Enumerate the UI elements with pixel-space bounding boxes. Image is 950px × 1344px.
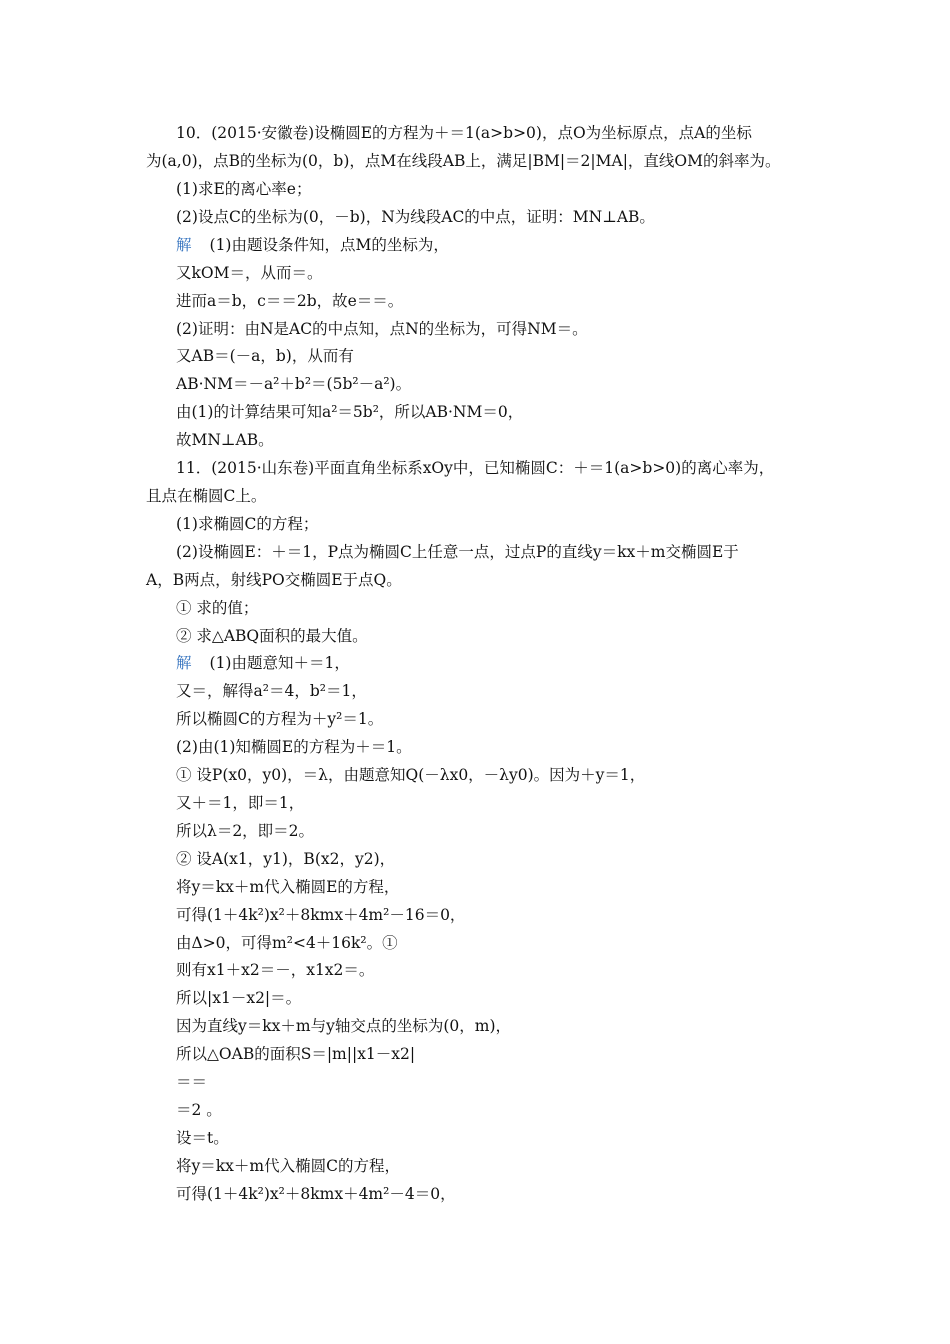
solution-label: 解 [176, 236, 192, 254]
problem-10-solution-first [176, 235, 856, 255]
solution-line: 所以△OAB的面积S＝|m||x1－x2| [176, 1045, 416, 1063]
problem-11-solution-first [176, 653, 856, 673]
solution-line: ＝2 。 [176, 1101, 222, 1119]
problem-10-line-2: 为(a,0)，点B的坐标为(0，b)，点M在线段AB上，满足|BM|＝2|MA|，直线OM的斜率为。 [146, 152, 781, 170]
solution-label: 解 [176, 654, 192, 672]
solution-line: 将y＝kx＋m代入椭圆E的方程， [176, 878, 400, 896]
solution-line: 又AB＝(－a，b)，从而有 [176, 347, 354, 365]
problem-10-line-1: 10．(2015·安徽卷)设椭圆E的方程为＋＝1(a>b>0)，点O为坐标原点，点A的坐标 [176, 124, 752, 142]
solution-line: 将y＝kx＋m代入椭圆C的方程， [176, 1157, 400, 1175]
problem-10-part-2: (2)设点C的坐标为(0，－b)，N为线段AC的中点，证明：MN⊥AB。 [176, 208, 655, 226]
solution-line: 又＝，解得a²＝4，b²＝1， [176, 682, 367, 700]
solution-line: (2)证明：由N是AC的中点知，点N的坐标为，可得NM＝。 [176, 320, 588, 338]
solution-line: (2)由(1)知椭圆E的方程为＋＝1。 [176, 738, 412, 756]
solution-line: 又＋＝1，即＝1， [176, 794, 305, 812]
solution-line: 故MN⊥AB。 [176, 431, 274, 449]
problem-11-part-2: (2)设椭圆E：＋＝1，P点为椭圆C上任意一点，过点P的直线y＝kx＋m交椭圆E于 [176, 543, 739, 561]
solution-line: 所以|x1－x2|＝。 [176, 989, 302, 1007]
solution-line: 所以λ＝2，即＝2。 [176, 822, 315, 840]
solution-line: 设＝t。 [176, 1129, 229, 1147]
solution-line: 可得(1＋4k²)x²＋8kmx＋4m²－16＝0， [176, 906, 466, 924]
solution-line: 可得(1＋4k²)x²＋8kmx＋4m²－4＝0， [176, 1185, 456, 1203]
solution-line: 又kOM＝，从而＝。 [176, 264, 323, 282]
solution-line: 因为直线y＝kx＋m与y轴交点的坐标为(0，m)， [176, 1017, 511, 1035]
problem-11-part-1: (1)求椭圆C的方程； [176, 515, 319, 533]
solution-line: 进而a＝b，c＝＝2b，故e＝＝。 [176, 292, 404, 310]
solution-line: ① 设P(x0，y0)，＝λ，由题意知Q(－λx0，－λy0)。因为＋y＝1， [176, 766, 646, 784]
solution-line: AB·NM＝－a²＋b²＝(5b²－a²)。 [176, 375, 412, 393]
solution-line: 由(1)的计算结果可知a²＝5b²，所以AB·NM＝0， [176, 403, 524, 421]
problem-11-line-1: 11．(2015·山东卷)平面直角坐标系xOy中，已知椭圆C：＋＝1(a>b>0)的离心率为， [176, 459, 775, 477]
solution-line: ② 设A(x1，y1)，B(x2，y2)， [176, 850, 396, 868]
solution-line: 所以椭圆C的方程为＋y²＝1。 [176, 710, 384, 728]
solution-line: ＝＝ [176, 1073, 208, 1091]
problem-11-subpart-2: ② 求△ABQ面积的最大值。 [176, 627, 368, 645]
solution-text: (1)由题设条件知，点M的坐标为， [209, 236, 449, 254]
problem-10-part-1: (1)求E的离心率e； [176, 180, 312, 198]
problem-11-line-2: 且点在椭圆C上。 [146, 487, 267, 505]
solution-text: (1)由题意知＋＝1， [209, 654, 350, 672]
solution-line: 由Δ>0，可得m²<4＋16k²。① [176, 934, 398, 952]
problem-11-subpart-1: ① 求的值； [176, 599, 259, 617]
solution-line: 则有x1＋x2＝－，x1x2＝。 [176, 961, 375, 979]
problem-11-part-2-cont: A，B两点，射线PO交椭圆E于点Q。 [146, 571, 402, 589]
